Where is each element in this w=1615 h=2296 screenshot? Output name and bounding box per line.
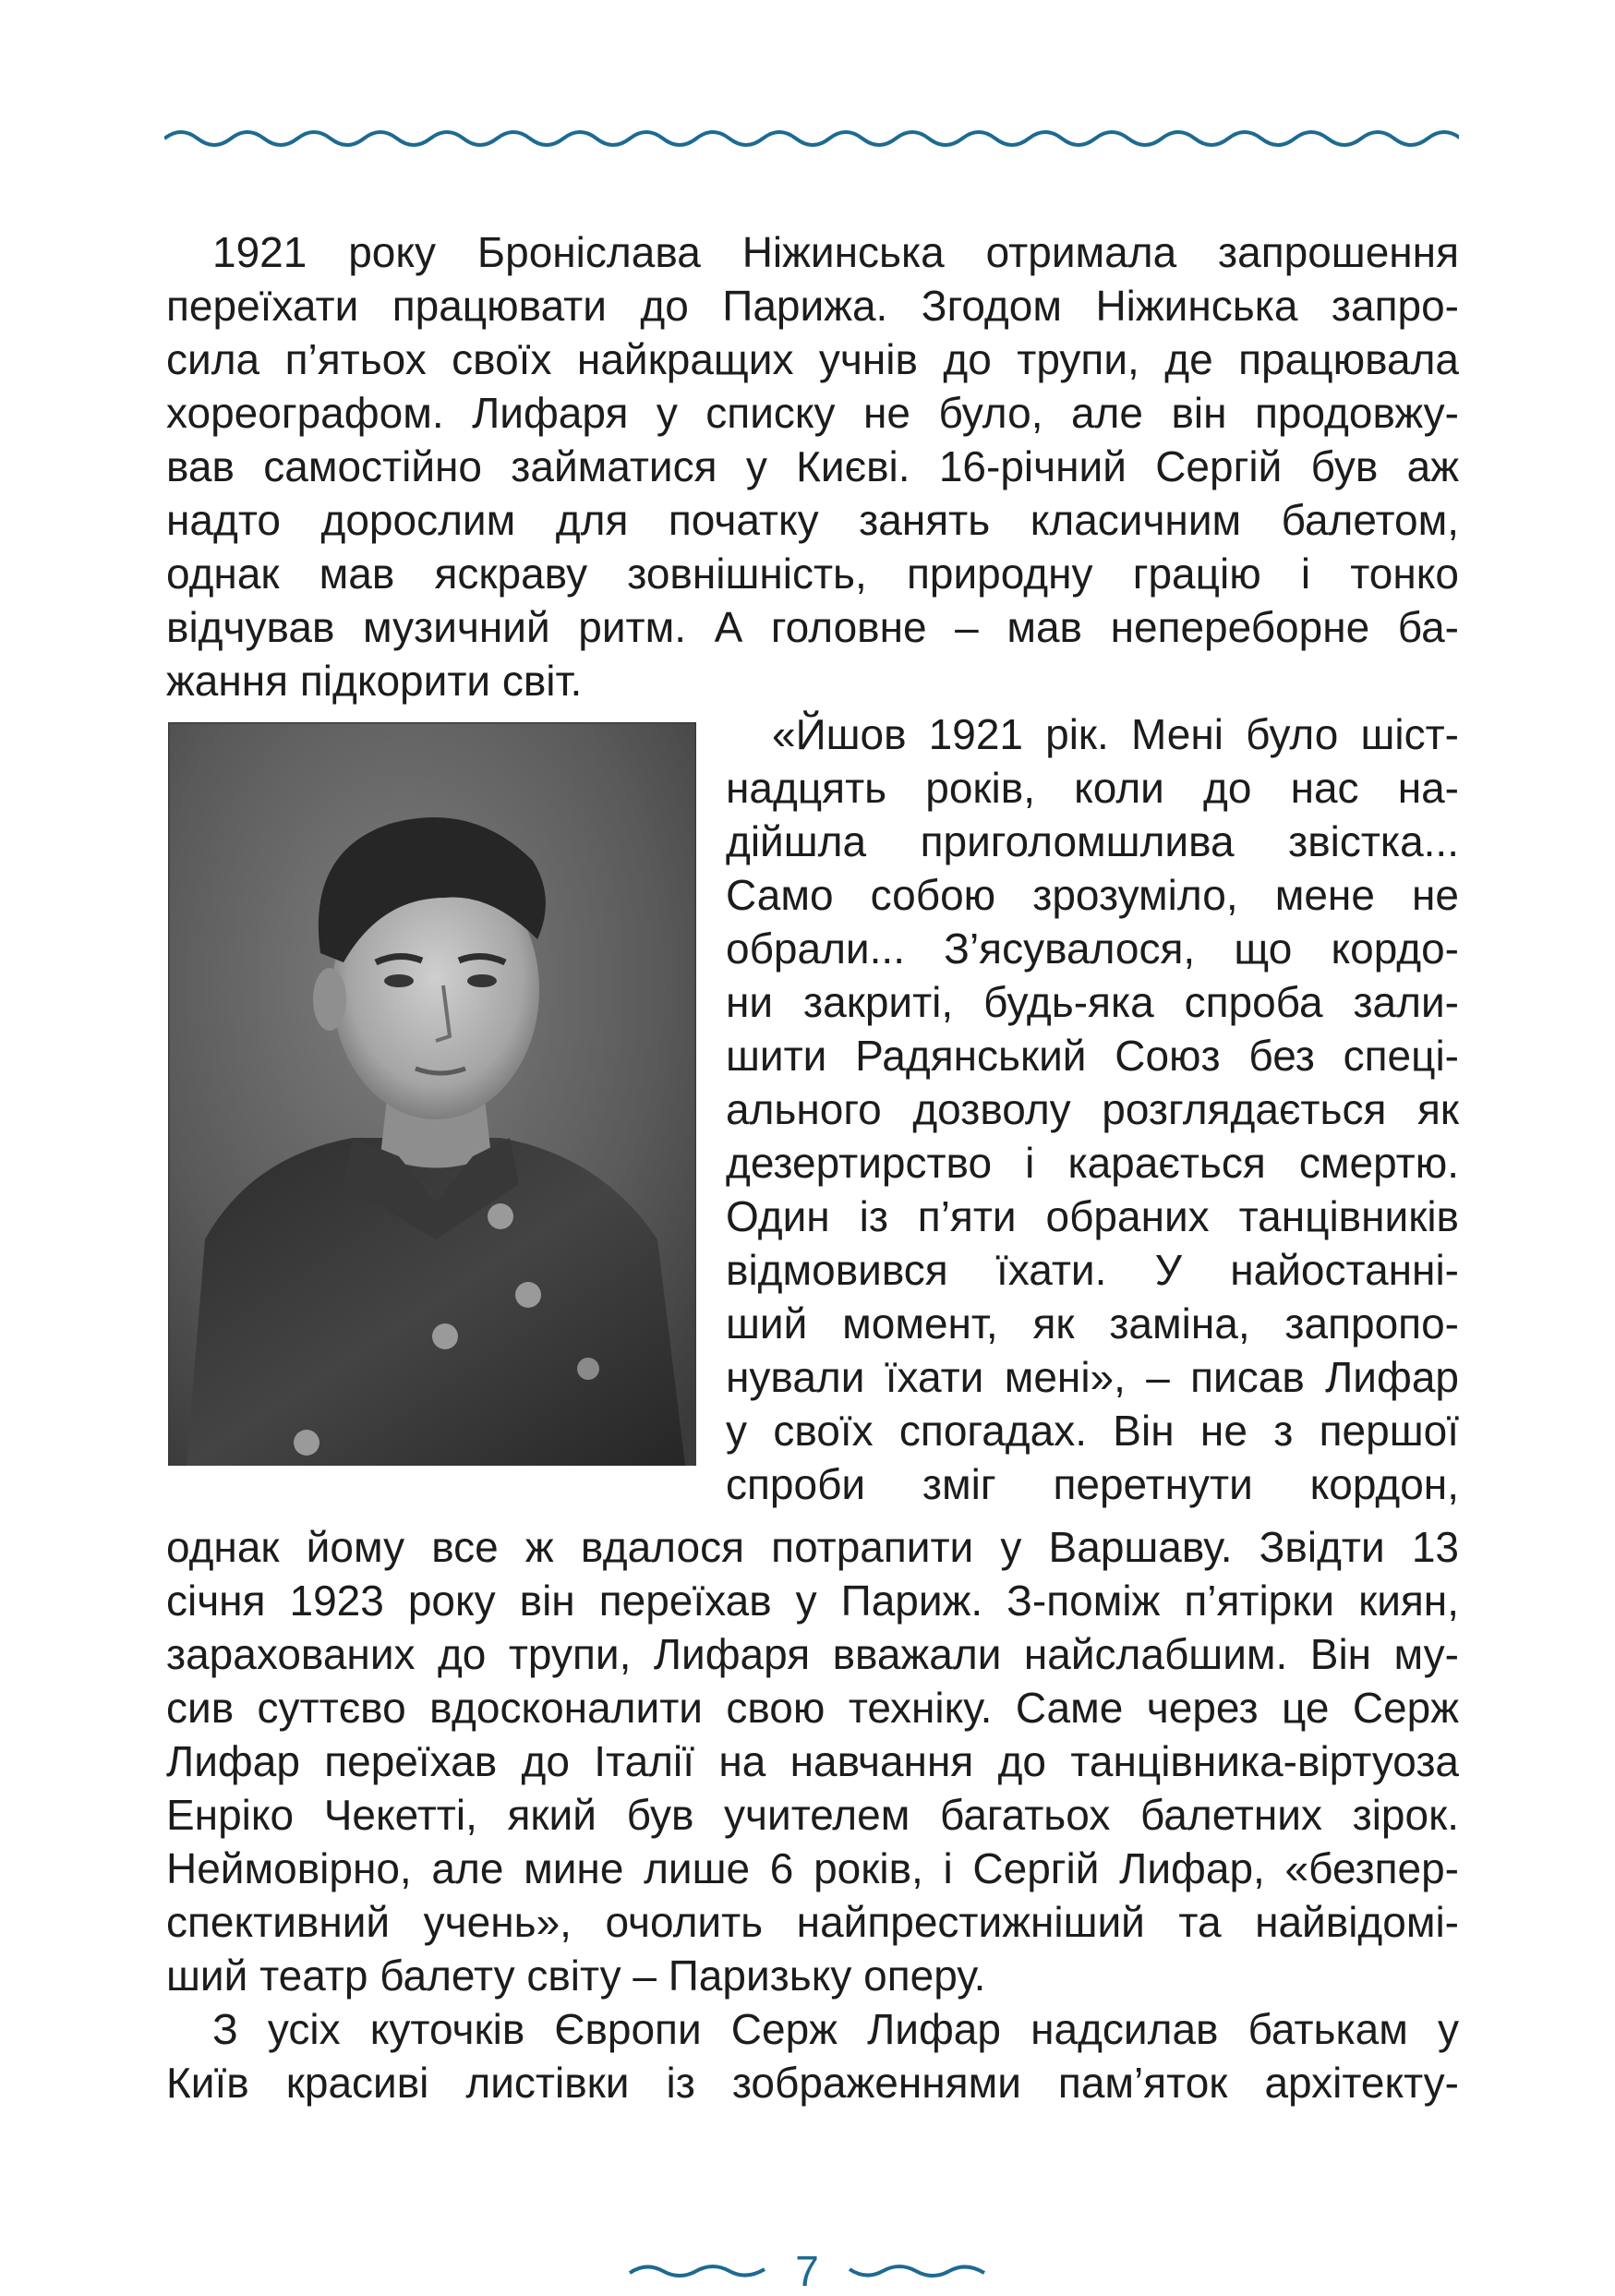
page-number: 7 [795,2247,819,2295]
text-line: спроби зміг перетнути кордон, [726,1460,1459,1508]
text-line: відчував музичний ритм. А головне – мав непереборне ба- [166,603,1459,651]
text-line: у своїх спогадах. Він не з першої [726,1407,1459,1455]
text-line: однак йому все ж вдалося потрапити у Варшаву. Звідти 13 [166,1523,1459,1571]
text-line: ального дозволу розглядається як [726,1085,1459,1133]
text-line: Енріко Чекетті, який був учителем багатьох балетних зірок. [166,1791,1459,1839]
text-line: шити Радянський Союз без спеці- [726,1032,1459,1080]
text-line: ший момент, як заміна, запропо- [726,1299,1459,1347]
text-line: ший театр балету світу – Паризьку оперу. [166,1952,986,2000]
text-line: жання підкорити світ. [166,657,583,705]
footer-wave-right-ornament [848,2258,986,2282]
quote-paragraph [726,707,1459,1511]
text-line: однак мав яскраву зовнішність, природну грацію і тонко [166,550,1459,598]
text-line: відмовився їхати. У найостанні- [726,1246,1459,1294]
text-line: січня 1923 року він переїхав у Париж. З-поміж п’ятірки киян, [166,1577,1459,1625]
text-line: спективний учень», очолить найпрестижніший та найвідомі- [166,1898,1459,1946]
text-line: хореографом. Лифаря у списку не було, але він продовжу- [166,389,1459,437]
text-line: зарахованих до трупи, Лифаря вважали найслабшим. Він му- [166,1630,1459,1678]
text-line: сила п’ятьох своїх найкращих учнів до трупи, де працювала [166,335,1459,383]
text-line: ни закриті, будь-яка спроба зали- [726,978,1459,1026]
text-line: Само собою зрозуміло, мене не [726,871,1459,919]
text-line: дезертирство і карається смертю. [726,1139,1459,1187]
text-line: З усіх куточків Європи Серж Лифар надсилав батькам у [212,2005,1459,2053]
footer-wave-left-ornament [628,2258,766,2282]
text-line: нували їхати мені», – писав Лифар [726,1353,1459,1401]
text-line: сив суттєво вдосконалити свою техніку. Саме через це Серж [166,1684,1459,1732]
paragraph-1 [166,225,1459,707]
portrait-photo [168,722,696,1466]
text-line: вав самостійно займатися у Києві. 16-річний Сергій був аж [166,442,1459,490]
text-line: надто дорослим для початку занять класичним балетом, [166,496,1459,544]
text-line: Один із п’яти обраних танцівників [726,1192,1459,1240]
text-line: переїхати працювати до Парижа. Згодом Ніжинська запро- [166,282,1459,330]
text-line: надцять років, коли до нас на- [726,764,1459,812]
text-line: дійшла приголомшлива звістка... [726,817,1459,865]
text-line: «Йшов 1921 рік. Мені було шіст- [772,710,1459,758]
text-line: 1921 року Броніслава Ніжинська отримала запрошення [212,228,1459,276]
text-line: Київ красиві листівки із зображеннями пам’яток архітекту- [166,2059,1459,2107]
top-wave-ornament [164,124,1459,153]
paragraph-2 [166,1520,1459,2109]
text-line: обрали... З’ясувалося, що кордо- [726,924,1459,973]
text-line: Неймовірно, але мине лише 6 років, і Сергій Лифар, «безпер- [166,1844,1459,1892]
text-line: Лифар переїхав до Італії на навчання до танцівника-віртуоза [166,1737,1459,1785]
